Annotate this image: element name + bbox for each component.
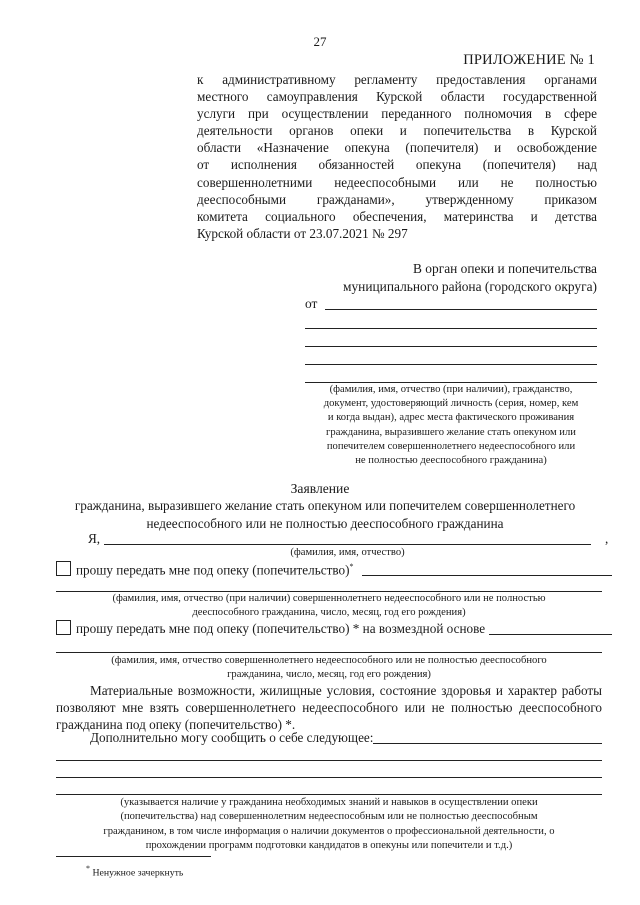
- footnote-separator: [56, 856, 211, 857]
- footnote: [86, 864, 183, 878]
- option2-name-input-line[interactable]: [489, 634, 612, 635]
- footnote-text: Ненужное зачеркнуть: [92, 867, 184, 879]
- appendix-line: комитета социального обеспечения, материнства и детства: [197, 208, 597, 224]
- applicant-info-line[interactable]: [305, 364, 597, 365]
- i-label: Я,: [88, 531, 101, 546]
- applicant-info-line[interactable]: [305, 328, 597, 329]
- option2-checkbox[interactable]: [56, 620, 71, 635]
- additional-info-input-line[interactable]: [56, 777, 602, 778]
- i-trailing-comma: ,: [605, 531, 609, 546]
- from-input-line[interactable]: [325, 309, 597, 310]
- from-row: [305, 295, 597, 313]
- appendix-line: деятельности органов опеки и попечительства в Курской: [197, 123, 597, 139]
- appendix-line: области «Назначение опекуна (попечителя) и освобождение: [197, 140, 597, 156]
- addressee-block: [305, 260, 597, 313]
- applicant-info-note: (фамилия, имя, отчество (при наличии), гражданство, документ, удостоверяющий личность (серия, номер, кем и когда выдан), адрес места фактического проживания гражданина, выразившего желание стать опекуном или попечителем совершеннолетнего недееспособного или не полностью дееспособного гражданина): [323, 384, 579, 467]
- option2-label: прошу передать мне под опеку (попечительство) * на возмездной основе: [76, 621, 486, 636]
- footnote-mark: *: [86, 864, 90, 873]
- statement-subtitle: гражданина, выразившего желание стать опекуном или попечителем совершеннолетнего недееспособного или не полностью дееспособного гражданина: [74, 498, 576, 531]
- appendix-description: [197, 71, 597, 242]
- applicant-info-line[interactable]: [305, 346, 597, 347]
- appendix-line: местного самоуправления Курской области государственной: [197, 89, 597, 105]
- applicant-name-input-line[interactable]: [104, 544, 591, 545]
- additional-info-input-line[interactable]: [56, 794, 602, 795]
- option2-name-input-line-2[interactable]: [56, 652, 602, 653]
- appendix-line: услуги при осуществлении переданного полномочия в сфере: [197, 106, 597, 122]
- appendix-line: Курской области от 23.07.2021 № 297: [197, 225, 408, 241]
- appendix-line: совершеннолетними недееспособными или не полностью: [197, 174, 597, 190]
- statement-title: Заявление: [290, 481, 350, 496]
- additional-info-label: Дополнительно могу сообщить о себе следующее:: [90, 730, 374, 745]
- additional-info-note: (указывается наличие у гражданина необходимых знаний и навыков в осуществлении опеки (попечительства) над совершеннолетним недееспособным или не полностью дееспособным гражданином, в том числе информация о наличии документов о профессиональной деятельности, о прохождении программ подготовки кандидатов в опекуны или попечители и т.д.): [103, 797, 555, 852]
- appendix-line: дееспособными гражданами», утвержденному приказом: [197, 191, 597, 207]
- appendix-line: к административному регламенту предоставления органами: [197, 72, 597, 87]
- option1-label: прошу передать мне под опеку (попечительство)*: [76, 562, 354, 578]
- option1-name-input-line[interactable]: [362, 575, 612, 576]
- option1-footnote-mark: *: [349, 562, 354, 571]
- additional-info-input-line[interactable]: [373, 743, 602, 744]
- applicant-name-note: (фамилия, имя, отчество): [290, 547, 405, 558]
- page-number: 27: [313, 34, 327, 49]
- addressee-line: муниципального района (городского округа): [343, 278, 597, 294]
- option2-note: (фамилия, имя, отчество совершеннолетнего недееспособного или не полностью дееспособного гражданина, число, месяц, год его рождения): [111, 655, 547, 681]
- addressee-line: В орган опеки и попечительства: [413, 261, 597, 276]
- appendix-title: ПРИЛОЖЕНИЕ № 1: [463, 52, 595, 68]
- option1-note: (фамилия, имя, отчество (при наличии) совершеннолетнего недееспособного или не полностью дееспособного гражданина, число, месяц, год его рождения): [112, 593, 546, 619]
- material-paragraph: Материальные возможности, жилищные условия, состояние здоровья и характер работы позволяют мне взять совершеннолетнего недееспособного или не полностью дееспособного гражданина под опеку (попечительство) *.: [56, 683, 602, 732]
- additional-info-input-line[interactable]: [56, 760, 602, 761]
- option1-checkbox[interactable]: [56, 561, 71, 576]
- from-label: от: [305, 296, 318, 311]
- appendix-line: от исполнения обязанностей опекуна (попечителя) над: [197, 157, 597, 173]
